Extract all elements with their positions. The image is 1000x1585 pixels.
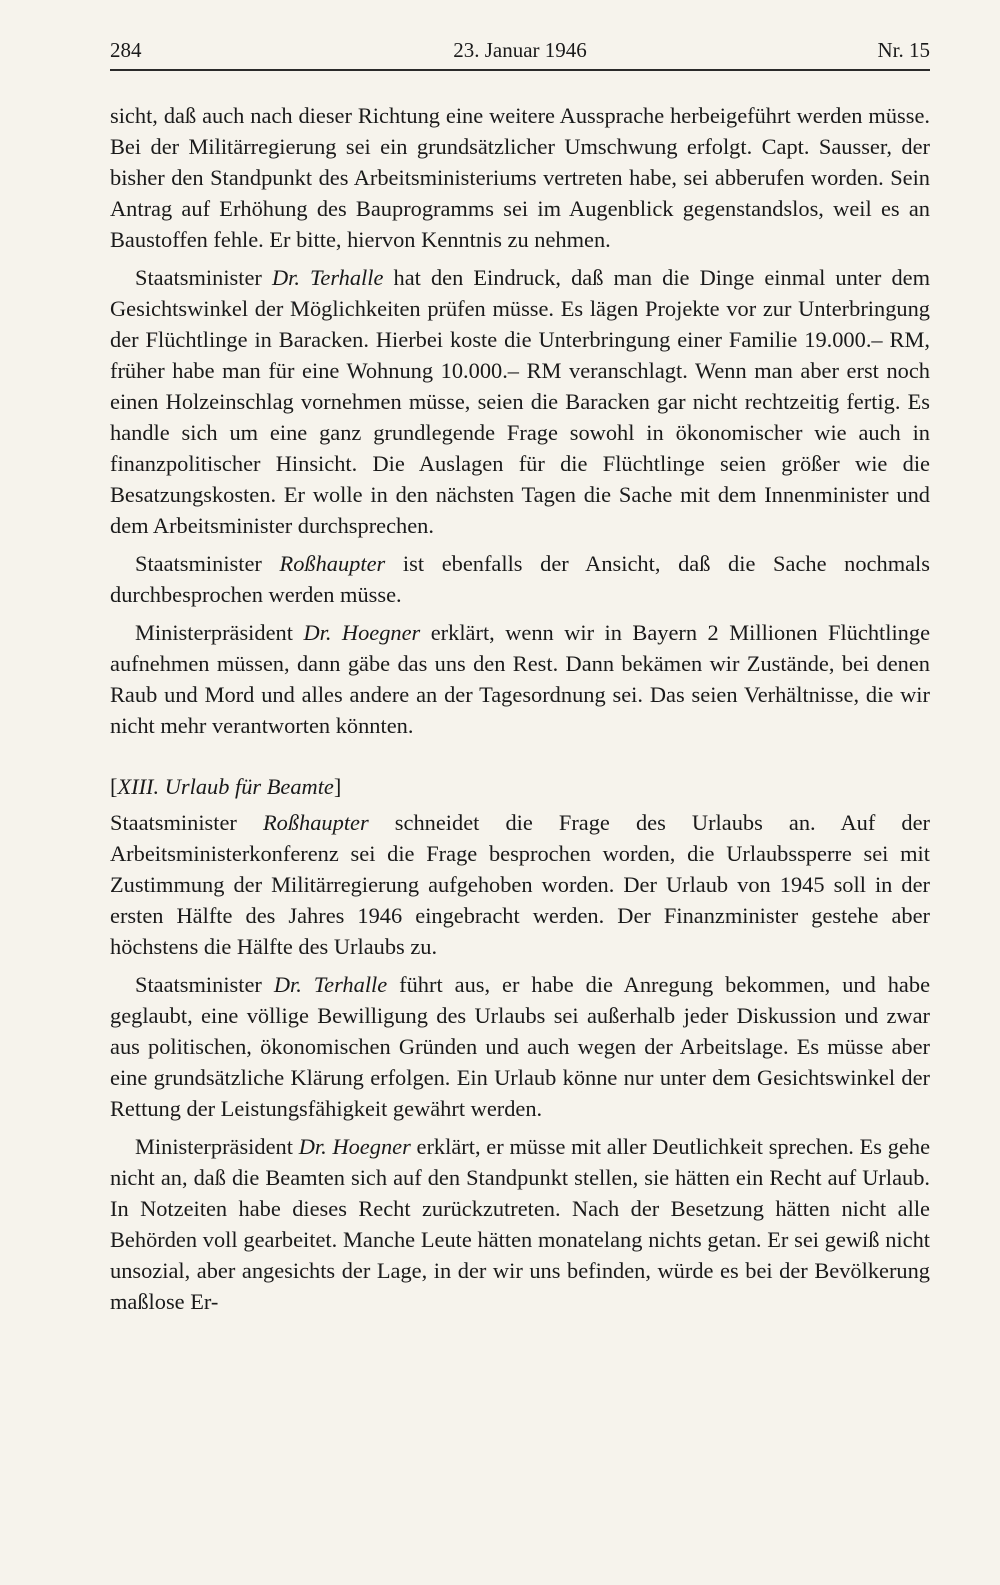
speaker-name: Dr. Terhalle bbox=[273, 972, 388, 997]
speaker-role: Ministerpräsident bbox=[135, 620, 304, 645]
page-number: 284 bbox=[110, 38, 142, 62]
paragraph-6 bbox=[110, 969, 930, 1124]
speaker-name: Roßhaupter bbox=[262, 810, 369, 835]
paragraph-4 bbox=[110, 617, 930, 741]
paragraph-text: erklärt, er müsse mit aller Deutlichkeit sprechen. Es gehe nicht an, daß die Beamten sich auf den Standpunkt stellen, sie hätten ein Recht auf Urlaub. In Notzeiten habe dieses Recht zurückzutreten. Nach der Besetzung hätten nicht alle Behörden voll gearbeitet. Manche Leute hätten monatelang nichts getan. Er sei gewiß nicht unsozial, aber angesichts der Lage, in der wir uns befinden, würde es bei der Bevölkerung maßlose Er- bbox=[110, 1134, 931, 1314]
speaker-name: Roßhaupter bbox=[279, 551, 386, 576]
paragraph-text: erklärt, wenn wir in Bayern 2 Millionen Flüchtlinge aufnehmen müssen, dann gäbe das uns den Rest. Dann bekämen wir Zustände, bei denen Raub und Mord und alles andere an der Tagesordnung sei. Das seien Verhältnisse, die wir nicht mehr verantworten könnten. bbox=[110, 620, 931, 738]
issue-number: Nr. 15 bbox=[877, 38, 930, 62]
paragraph-text: schneidet die Frage des Urlaubs an. Auf der Arbeitsministerkonferenz sei die Frage besprochen worden, die Urlaubssperre sei mit Zustimmung der Militärregierung aufgehoben worden. Der Urlaub von 1945 soll in der ersten Hälfte des Jahres 1946 eingebracht werden. Der Finanzminister gestehe aber höchstens die Hälfte des Urlaubs zu. bbox=[110, 810, 930, 959]
speaker-role: Staatsminister bbox=[110, 810, 263, 835]
paragraph-text: ist ebenfalls der Ansicht, daß die Sache nochmals durchbesprochen werden müsse. bbox=[110, 551, 930, 607]
paragraph-2 bbox=[110, 262, 930, 541]
running-header bbox=[110, 38, 930, 68]
speaker-name: Dr. Hoegner bbox=[298, 1134, 411, 1159]
speaker-role: Staatsminister bbox=[135, 551, 280, 576]
paragraph-7 bbox=[110, 1131, 930, 1317]
paragraph-3 bbox=[110, 548, 930, 610]
speaker-role: Staatsminister bbox=[135, 265, 272, 290]
section-title: XIII. Urlaub für Beamte bbox=[117, 774, 334, 799]
paragraph-1: sicht, daß auch nach dieser Richtung eine weitere Aussprache herbeigeführt werden müsse. Bei der Militärregierung sei ein grundsätzlicher Umschwung erfolgt. Capt. Sausser, der bisher den Standpunkt des Arbeitsministeriums vertreten habe, sei abberufen worden. Sein Antrag auf Erhöhung des Bauprogramms sei im Augenblick gegenstandslos, weil es an Baustoffen fehle. Er bitte, hiervon Kenntnis zu nehmen. bbox=[110, 103, 930, 252]
speaker-name: Dr. Terhalle bbox=[271, 265, 384, 290]
speaker-name: Dr. Hoegner bbox=[303, 620, 421, 645]
body-text bbox=[110, 100, 930, 1324]
paragraph-text: führt aus, er habe die Anregung bekommen, und habe geglaubt, eine völlige Bewilligung des Urlaubs sei außerhalb jeder Diskussion und zwar aus politischen, ökonomischen Gründen und auch wegen der Arbeitslage. Es müsse aber eine grundsätzliche Klärung erfolgen. Ein Urlaub könne nur unter dem Gesichtswinkel der Rettung der Leistungsfähigkeit gewährt werden. bbox=[110, 972, 931, 1121]
bracket-open: [ bbox=[110, 774, 118, 799]
header-date: 23. Januar 1946 bbox=[453, 38, 587, 62]
section-heading bbox=[110, 767, 930, 807]
speaker-role: Ministerpräsident bbox=[135, 1134, 299, 1159]
paragraph-5 bbox=[110, 807, 930, 962]
paragraph-text: hat den Eindruck, daß man die Dinge einmal unter dem Gesichtswinkel der Möglichkeiten prüfen müsse. Es lägen Projekte vor zur Unterbringung der Flüchtlinge in Baracken. Hierbei koste die Unterbringung einer Familie 19.000.– RM, früher habe man für eine Wohnung 10.000.– RM veranschlagt. Wenn man aber erst noch einen Holzeinschlag vornehmen müsse, seien die Baracken gar nicht rechtzeitig fertig. Es handle sich um eine ganz grundlegende Frage sowohl in ökonomischer wie auch in finanzpolitischer Hinsicht. Die Auslagen für die Flüchtlinge seien größer wie die Besatzungskosten. Er wolle in den nächsten Tagen die Sache mit dem Innenminister und dem Arbeitsminister durchsprechen. bbox=[110, 265, 930, 538]
header-rule bbox=[110, 69, 930, 71]
bracket-close: ] bbox=[333, 774, 342, 799]
speaker-role: Staatsminister bbox=[135, 972, 274, 997]
